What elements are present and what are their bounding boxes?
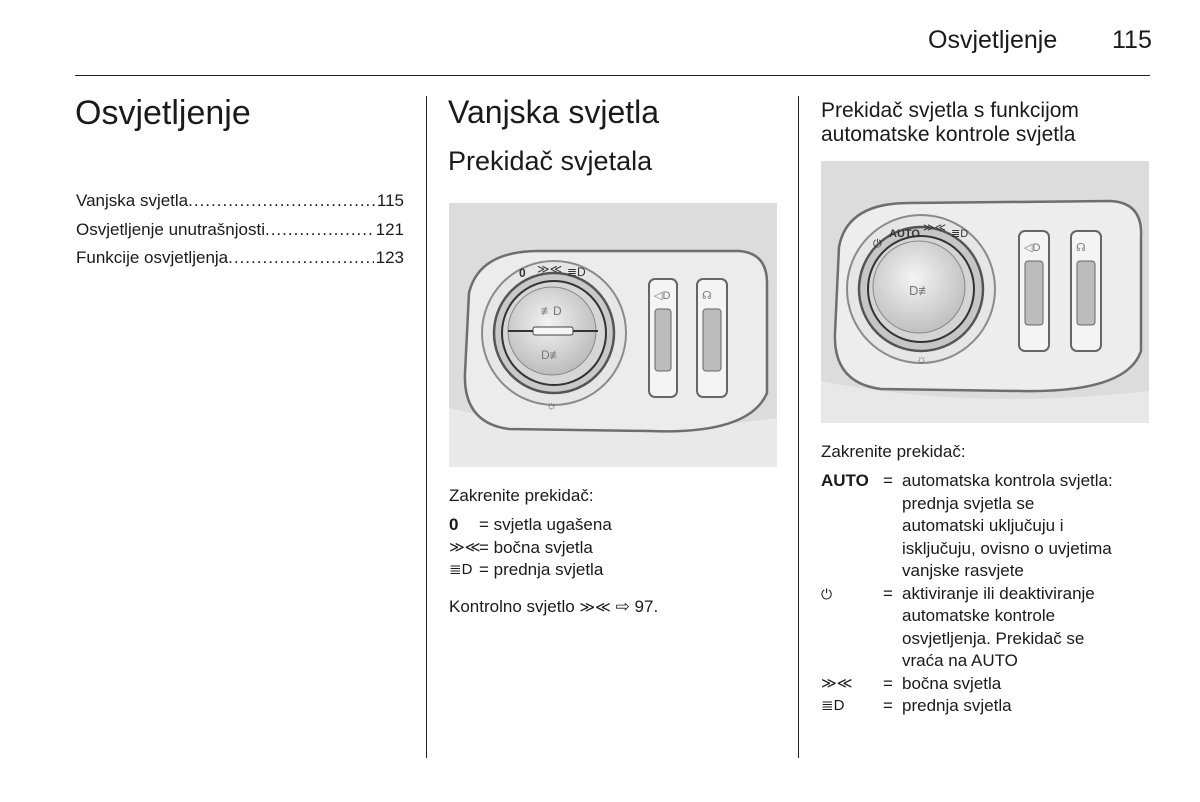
side-lights-icon: ≫≪: [449, 538, 481, 556]
toc-label: Funkcije osvjetljenja: [76, 248, 229, 267]
legend-description: = svjetla ugašena: [479, 515, 612, 534]
svg-text:☼: ☼: [916, 352, 927, 366]
headlights-icon: ≣D: [449, 561, 473, 578]
auto-position-symbol: AUTO: [821, 471, 869, 490]
legend-row: [821, 695, 1156, 718]
svg-text:D≢: D≢: [541, 348, 562, 362]
legend-description: [902, 673, 1156, 696]
description-line: automatska kontrola svjetla:: [902, 471, 1113, 490]
description-line: osvjetljenja. Prekidač se: [902, 628, 1085, 648]
legend-row: [821, 470, 1156, 583]
light-switch-illustration: [449, 203, 777, 467]
svg-text:0: 0: [519, 266, 526, 280]
legend-description: [902, 583, 1156, 673]
svg-text:≫≪: ≫≪: [537, 262, 563, 276]
description-line: vanjske rasvjete: [902, 561, 1024, 580]
svg-text:◁D: ◁D: [654, 290, 671, 302]
page-reference-link[interactable]: 97.: [634, 597, 659, 616]
description-line: prednja svjetla: [902, 696, 1012, 715]
side-lights-icon: ≫≪: [821, 674, 853, 692]
svg-text:☼: ☼: [546, 398, 557, 412]
page-number: 115: [1112, 26, 1152, 54]
legend-row: [449, 514, 779, 537]
running-header-title: Osvjetljenje: [928, 26, 1058, 54]
title-line: Prekidač svjetla s funkcijom: [821, 99, 1079, 122]
column-divider-2: [798, 96, 799, 758]
description-line: aktiviranje ili deaktiviranje: [902, 583, 1095, 603]
legend-row: [821, 583, 1156, 673]
rotate-instruction: Zakrenite prekidač:: [821, 442, 966, 461]
chapter-title: Osvjetljenje: [75, 94, 251, 132]
auto-light-switch-photo: [821, 161, 1149, 423]
toc-leader: [265, 220, 374, 240]
svg-text:⏻: ⏻: [873, 238, 882, 250]
subsection-title: Prekidač svjetala: [448, 146, 653, 176]
toc-page: 123: [375, 248, 404, 267]
reference-arrow-icon: ⇨: [615, 597, 630, 616]
section-title: Vanjska svjetla: [448, 94, 660, 130]
description-line: prednja svjetla se: [902, 493, 1035, 513]
legend-description: [902, 695, 1156, 718]
toc-entry[interactable]: [76, 191, 404, 211]
svg-text:AUTO: AUTO: [889, 228, 920, 240]
svg-text:☊: ☊: [1076, 242, 1086, 254]
title-line: automatske kontrole svjetla: [821, 123, 1076, 146]
description-line: bočna svjetla: [902, 673, 1002, 693]
toc-leader: [228, 248, 373, 268]
svg-text:≣D: ≣D: [567, 265, 586, 279]
svg-text:☊: ☊: [702, 290, 712, 302]
svg-text:≫≪: ≫≪: [923, 222, 947, 234]
svg-text:D≢: D≢: [909, 283, 932, 298]
equals-sign: =: [883, 673, 893, 693]
legend-description: [902, 470, 1156, 583]
auto-light-switch-illustration: [821, 161, 1149, 423]
legend-row: [821, 673, 1156, 696]
toc-entry[interactable]: [76, 220, 404, 240]
off-position-symbol: 0: [449, 515, 459, 534]
side-lights-icon: ≫≪: [579, 599, 611, 616]
toc-entry[interactable]: [76, 248, 404, 268]
description-line: isključuju, ovisno o uvjetima: [902, 538, 1112, 558]
rotate-instruction: Zakrenite prekidač:: [449, 486, 594, 505]
power-icon: ⏻: [821, 585, 833, 602]
indicator-note: [449, 596, 658, 620]
section-title-auto: [821, 99, 1079, 147]
equals-sign: =: [883, 583, 893, 603]
description-line: automatske kontrole: [902, 606, 1056, 625]
description-line: automatski uključuju i: [902, 516, 1064, 535]
auto-switch-positions-legend: [821, 470, 1156, 718]
toc-page: 115: [376, 191, 404, 210]
legend-description: = bočna svjetla: [479, 537, 593, 557]
column-divider-1: [426, 96, 427, 758]
equals-sign: =: [883, 696, 893, 715]
legend-row: [449, 559, 779, 582]
svg-text:◁D: ◁D: [1024, 242, 1041, 254]
switch-positions-legend: [449, 514, 779, 582]
legend-description: = prednja svjetla: [479, 560, 604, 579]
toc-label: Osvjetljenje unutrašnjosti: [76, 220, 265, 239]
toc-page: 121: [375, 220, 404, 239]
svg-text:≢D: ≢D: [541, 304, 562, 318]
equals-sign: =: [883, 471, 893, 490]
toc-label: Vanjska svjetla: [76, 191, 189, 210]
description-line: vraća na AUTO: [902, 651, 1018, 670]
svg-text:≣D: ≣D: [951, 228, 969, 240]
toc-leader: [188, 191, 375, 211]
light-switch-photo: [449, 203, 777, 467]
note-prefix: Kontrolno svjetlo: [449, 597, 575, 616]
headlights-icon: ≣D: [821, 697, 845, 714]
legend-row: [449, 537, 779, 560]
header-rule: [75, 75, 1150, 76]
